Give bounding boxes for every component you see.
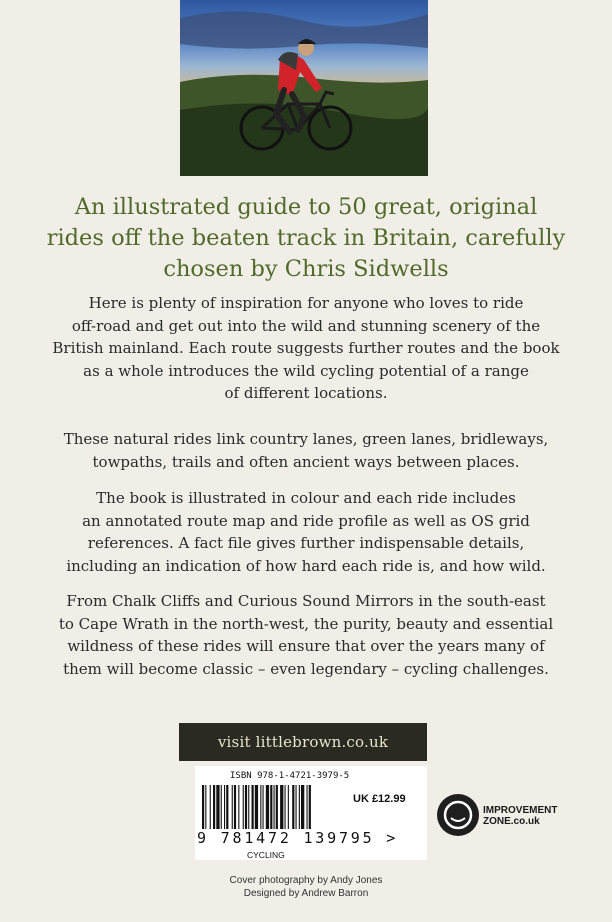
paragraph-line: These natural rides link country lanes, green lanes, bridleways, — [63, 430, 549, 448]
barcode-bar — [288, 785, 289, 829]
paragraph-line: towpaths, trails and often ancient ways between places. — [92, 452, 520, 471]
headline-line: rides off the beaten track in Britain, carefully — [46, 225, 566, 251]
description-paragraph-3 — [36, 487, 576, 577]
improvement-zone-logo-icon — [437, 794, 479, 836]
headline-line: An illustrated guide to 50 great, original — [74, 194, 538, 220]
logo-line-2: ZONE.co.uk — [483, 816, 540, 827]
paragraph-line: as a whole introduces the wild cycling potential of a range — [83, 361, 529, 380]
barcode-bar — [280, 785, 283, 829]
barcode-bar — [270, 785, 272, 829]
barcode-bar — [266, 785, 269, 829]
credits — [180, 875, 432, 900]
paragraph-line: including an indication of how hard each ride is, and how wild. — [66, 556, 546, 575]
barcode-digits: 9 781472 139795 > — [197, 829, 399, 847]
isbn-text: ISBN 978-1-4721-3979-5 — [230, 771, 350, 781]
paragraph-line: off-road and get out into the wild and stunning scenery of the — [71, 316, 541, 335]
headline-line: chosen by Chris Sidwells — [163, 256, 449, 282]
barcode-bar — [274, 785, 275, 829]
barcode-bars — [200, 785, 348, 831]
paragraph-line: an annotated route map and ride profile as well as OS grid — [82, 511, 530, 530]
barcode-bar — [226, 785, 228, 829]
barcode-bar — [234, 785, 236, 829]
website-link[interactable]: visit littlebrown.co.uk — [179, 723, 427, 761]
barcode-bar — [243, 785, 244, 829]
barcode-bar — [245, 785, 247, 829]
paragraph-line: references. A fact file gives further indispensable details, — [87, 534, 525, 552]
barcode-bar — [309, 785, 311, 829]
barcode-bar — [232, 785, 233, 829]
barcode-bar — [260, 785, 261, 829]
barcode-bar — [216, 785, 219, 829]
paragraph-line: British mainland. Each route suggests further routes and the book — [52, 339, 560, 357]
barcode-bar — [221, 785, 222, 829]
barcode-bar — [238, 785, 239, 829]
logo-line-1: IMPROVEMENT — [483, 805, 558, 816]
price-label: UK £12.99 — [353, 793, 406, 805]
barcode-bar — [210, 785, 211, 829]
barcode-bar — [248, 785, 249, 829]
paragraph-line: to Cape Wrath in the north-west, the purity, beauty and essential — [58, 614, 554, 633]
cover-photo-cyclist — [180, 0, 428, 176]
barcode-panel — [195, 766, 427, 860]
design-credit: Designed by Andrew Barron — [243, 887, 369, 899]
barcode-bar — [263, 785, 264, 829]
barcode-bar — [292, 785, 294, 829]
improvement-zone-wordmark — [483, 805, 557, 827]
cyclist-illustration — [180, 0, 428, 176]
photo-credit: Cover photography by Andy Jones — [229, 875, 383, 886]
paragraph-line: them will become classic – even legendary – cycling challenges. — [63, 659, 549, 678]
description-paragraph-4 — [36, 590, 576, 680]
barcode-bar — [213, 785, 215, 829]
barcode-bar — [255, 785, 258, 829]
barcode-bar — [301, 785, 304, 829]
barcode-bar — [252, 785, 254, 829]
book-headline — [40, 192, 572, 285]
paragraph-line: Here is plenty of inspiration for anyone who loves to ride — [88, 294, 524, 312]
paragraph-line: The book is illustrated in colour and each ride includes — [96, 489, 516, 507]
barcode-bar — [205, 785, 206, 829]
barcode-bar — [307, 785, 308, 829]
barcode-bar — [202, 785, 204, 829]
category-label: CYCLING — [247, 850, 285, 860]
barcode-bar — [299, 785, 300, 829]
paragraph-line: From Chalk Cliffs and Curious Sound Mirrors in the south-east — [66, 592, 546, 610]
paragraph-line: of different locations. — [224, 384, 388, 402]
barcode-bar — [224, 785, 225, 829]
barcode-bar — [296, 785, 297, 829]
barcode-bar — [276, 785, 278, 829]
paragraph-line: wildness of these rides will ensure that over the years many of — [67, 637, 545, 655]
description-paragraph-1 — [36, 292, 576, 405]
barcode-bar — [285, 785, 286, 829]
description-paragraph-2 — [36, 428, 576, 473]
